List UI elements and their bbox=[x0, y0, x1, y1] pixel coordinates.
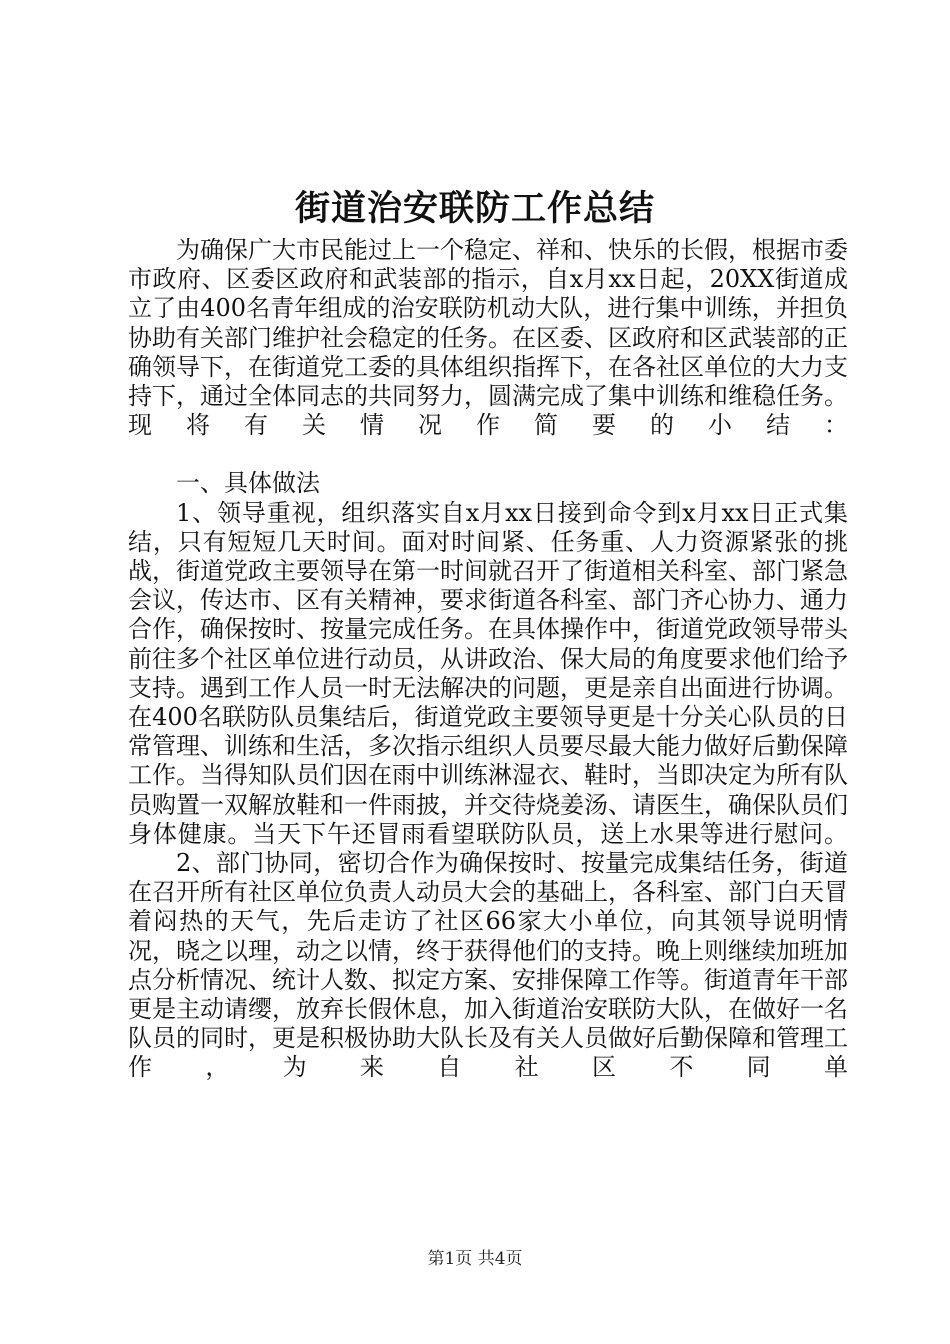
document-title: 街道治安联防工作总结 bbox=[294, 188, 655, 229]
document-body bbox=[128, 236, 848, 1083]
section-heading: 一、具体做法 bbox=[176, 469, 320, 498]
item-2-paragraph: 2、部门协同，密切合作为确保按时、按量完成集结任务，街道在召开所有社区单位负责人动员大会的基础上，各科室、部门白天冒着闷热的天气，先后走访了社区66家大小单位，向其领导说明情况，晓之以理，动之以情，终于获得他们的支持。晚上则继续加班加点分析情况、统计人数、拟定方案、安排保障工作等。街道青年干部更是主动请缨，放弃长假休息，加入街道治安联防大队，在做好一名队员的同时，更是积极协助大队长及有关人员做好后勤保障和管理工作，为来自社区不同单 bbox=[128, 849, 848, 1082]
item-1-paragraph: 1、领导重视，组织落实自x月xx日接到命令到x月xx日正式集结，只有短短几天时间。面对时间紧、任务重、人力资源紧张的挑战，街道党政主要领导在第一时间就召开了街道相关科室、部门紧急会议，传达市、区有关精神，要求街道各科室、部门齐心协力、通力合作，确保按时、按量完成任务。在具体操作中，街道党政领导带头前往多个社区单位进行动员，从讲政治、保大局的角度要求他们给予支持。遇到工作人员一时无法解决的问题，更是亲自出面进行协调。在400名联防队员集结后，街道党政主要领导更是十分关心队员的日常管理、训练和生活，多次指示组织人员要尽最大能力做好后勤保障工作。当得知队员们因在雨中训练淋湿衣、鞋时，当即决定为所有队员购置一双解放鞋和一件雨披，并交待烧姜汤、请医生，确保队员们身体健康。当天下午还冒雨看望联防队员，送上水果等进行慰问。 bbox=[128, 498, 848, 848]
page-footer: 第1页 共4页 bbox=[427, 1249, 523, 1269]
paragraph-gap bbox=[128, 440, 848, 469]
intro-paragraph: 为确保广大市民能过上一个稳定、祥和、快乐的长假，根据市委市政府、区委区政府和武装部的指示，自x月xx日起，20XX街道成立了由400名青年组成的治安联防机动大队，进行集中训练，并担负协助有关部门维护社会稳定的任务。在区委、区政府和区武装部的正确领导下，在街道党工委的具体组织指挥下，在各社区单位的大力支持下，通过全体同志的共同努力，圆满完成了集中训练和维稳任务。现将有关情况作简要的小结： bbox=[128, 236, 848, 440]
